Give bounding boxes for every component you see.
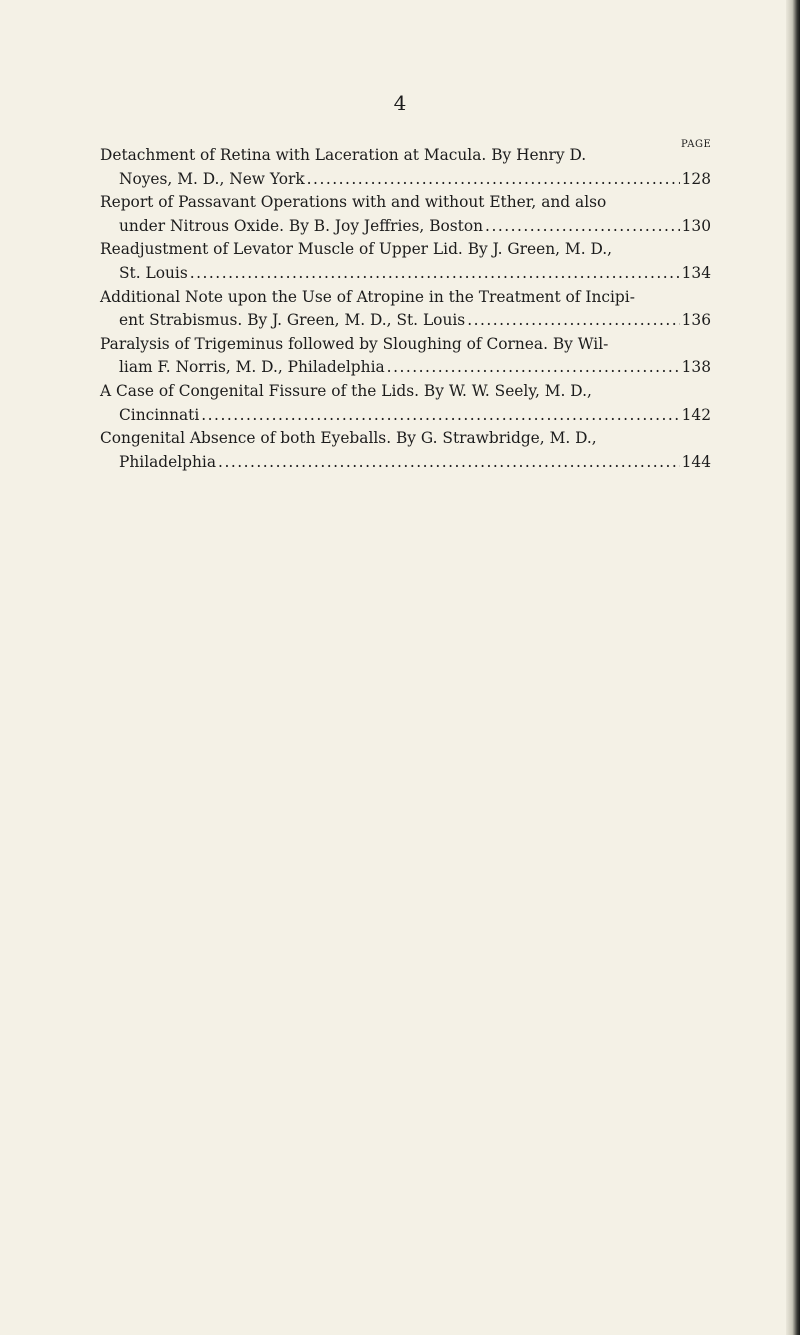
- toc-entry: [100, 333, 711, 380]
- entry-title: Paralysis of Trigeminus followed by Sloughing of Cornea. By Wil-: [100, 334, 609, 353]
- toc-entry: [100, 238, 711, 285]
- entry-title-continuation: ent Strabismus. By J. Green, M. D., St. Louis: [119, 311, 466, 330]
- toc-entry: [100, 286, 711, 333]
- toc-entry: [100, 427, 711, 474]
- entry-title: Detachment of Retina with Laceration at Macula. By Henry D.: [100, 146, 587, 164]
- entry-title-continuation: Cincinnati: [119, 405, 200, 424]
- entry-title-continuation: Noyes, M. D., New York: [119, 169, 305, 188]
- toc-entry: [100, 191, 711, 238]
- dot-leader: [201, 404, 679, 428]
- entry-title: Readjustment of Levator Muscle of Upper Lid. By J. Green, M. D.,: [100, 240, 613, 259]
- dot-leader: [387, 356, 680, 380]
- entry-page-number: 128: [681, 169, 711, 188]
- page-number: 4: [393, 91, 407, 115]
- toc-entry: [100, 380, 711, 427]
- entry-title-continuation: liam F. Norris, M. D., Philadelphia: [119, 358, 385, 377]
- entry-title-continuation: under Nitrous Oxide. By B. Joy Jeffries, Boston: [119, 216, 484, 235]
- dot-leader: [218, 451, 680, 475]
- entry-page-number: 130: [681, 216, 711, 235]
- entry-page-number: 136: [681, 311, 711, 330]
- entry-title: A Case of Congenital Fissure of the Lids. By W. W. Seely, M. D.,: [100, 381, 592, 400]
- entry-page-number: 144: [681, 452, 711, 471]
- dot-leader: [467, 309, 679, 333]
- entry-page-number: 142: [681, 405, 711, 424]
- page-edge-shadow: [786, 0, 800, 1335]
- entry-title: Report of Passavant Operations with and without Ether, and also: [100, 193, 607, 212]
- entry-page-number: 134: [681, 263, 711, 282]
- dot-leader: [190, 262, 680, 286]
- page-column-label: PAGE: [681, 139, 712, 150]
- toc-entry: [100, 144, 711, 191]
- entry-title-continuation: Philadelphia: [119, 452, 217, 471]
- entry-title-continuation: St. Louis: [119, 263, 188, 282]
- table-of-contents: [100, 144, 711, 474]
- dot-leader: [307, 168, 680, 192]
- entry-title: Congenital Absence of both Eyeballs. By G. Strawbridge, M. D.,: [100, 429, 597, 448]
- entry-title: Additional Note upon the Use of Atropine in the Treatment of Incipi-: [100, 287, 635, 306]
- entry-page-number: 138: [681, 358, 711, 377]
- dot-leader: [485, 215, 680, 239]
